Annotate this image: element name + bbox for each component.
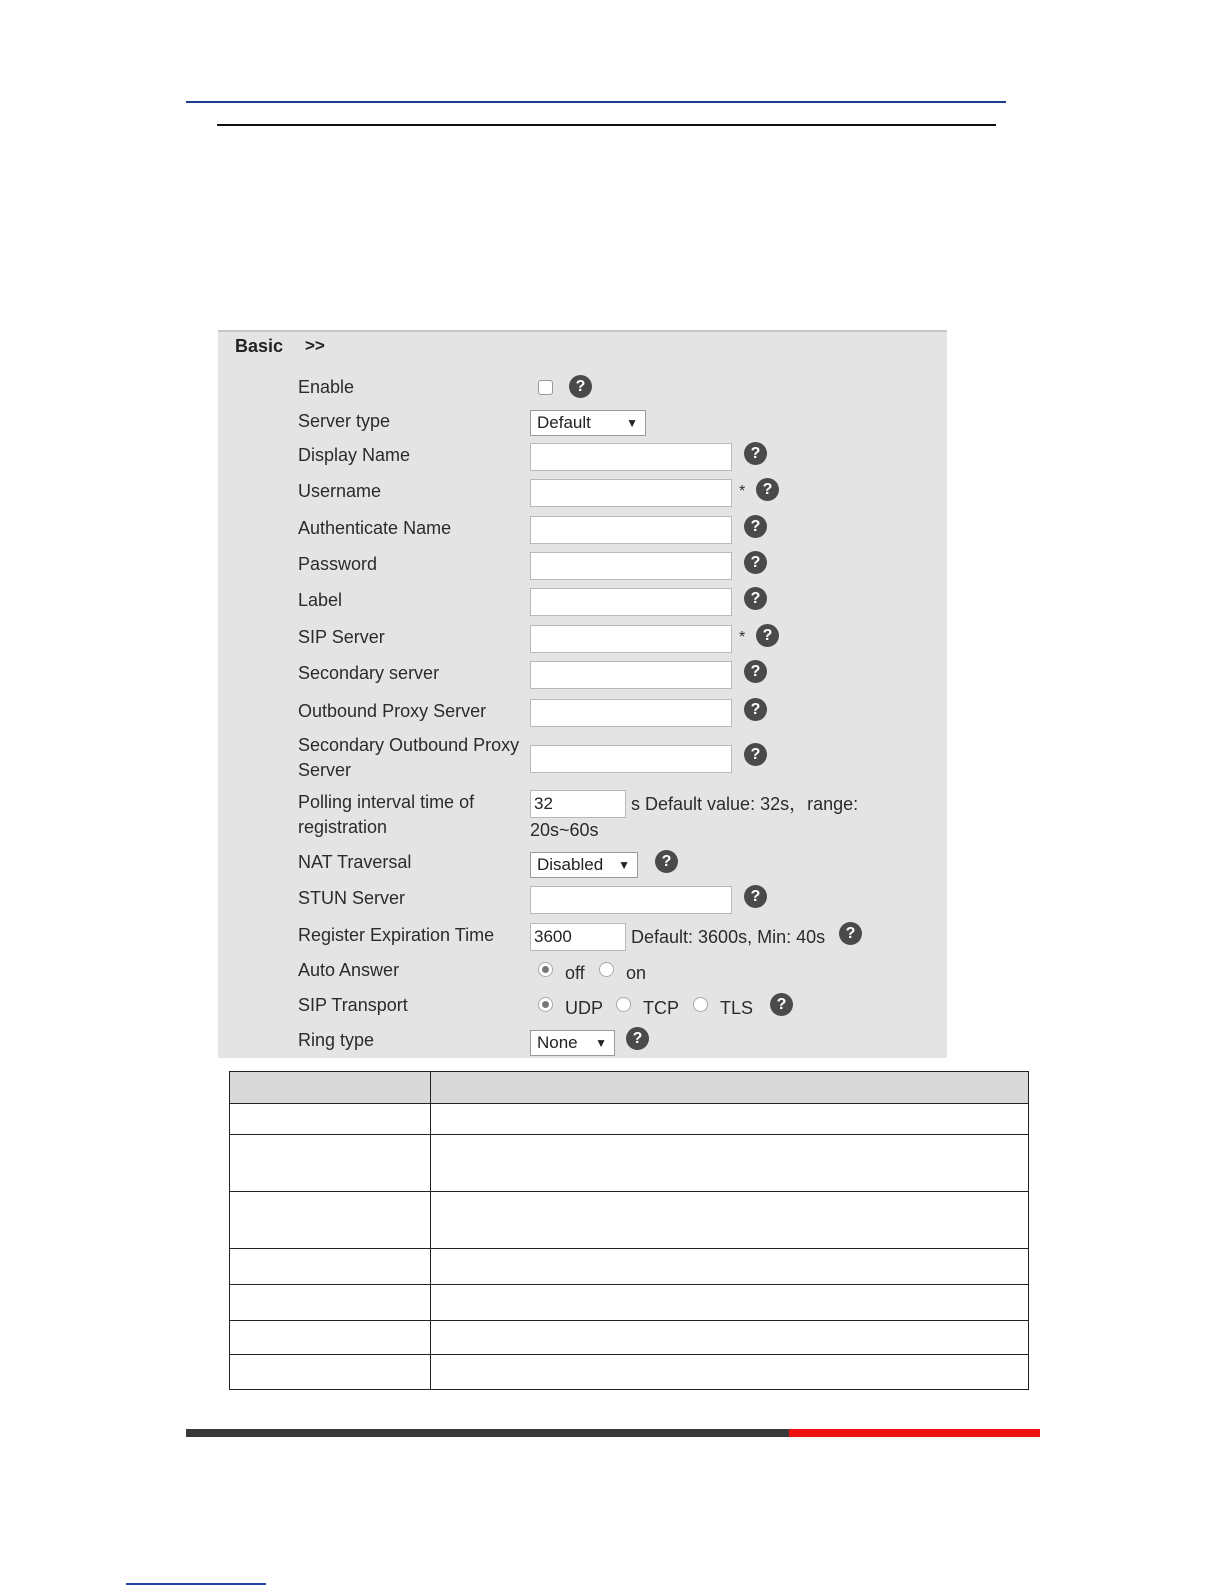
parameter-table bbox=[229, 1071, 1029, 1390]
required-marker: * bbox=[739, 483, 746, 500]
password-field[interactable] bbox=[530, 552, 732, 580]
chevron-down-icon: ▼ bbox=[595, 1036, 607, 1050]
table-cell bbox=[230, 1285, 431, 1321]
help-icon[interactable]: ? bbox=[744, 442, 767, 465]
server-type-select[interactable] bbox=[530, 410, 646, 436]
table-cell bbox=[230, 1321, 431, 1355]
enable-checkbox[interactable] bbox=[538, 380, 553, 395]
table-row bbox=[230, 1135, 1029, 1192]
sip-transport-tls-radio[interactable] bbox=[693, 997, 708, 1012]
table-cell bbox=[431, 1135, 1029, 1192]
register-expiration-field[interactable]: 3600 bbox=[530, 923, 626, 951]
outbound-proxy-field[interactable] bbox=[530, 699, 732, 727]
header-rule-black bbox=[217, 124, 996, 126]
required-marker: * bbox=[739, 629, 746, 646]
table-row bbox=[230, 1104, 1029, 1135]
username-field[interactable] bbox=[530, 479, 732, 507]
stun-server-field[interactable] bbox=[530, 886, 732, 914]
register-expiration-hint: Default: 3600s, Min: 40s bbox=[631, 927, 826, 947]
auto-answer-on-label: on bbox=[626, 963, 647, 983]
polling-interval-field[interactable]: 32 bbox=[530, 790, 626, 818]
polling-interval-hint: s Default value: 32s，range: bbox=[631, 794, 859, 814]
sip-transport-udp-radio[interactable] bbox=[538, 997, 553, 1012]
label-field[interactable] bbox=[530, 588, 732, 616]
password-label: Password bbox=[298, 554, 378, 574]
table-cell bbox=[230, 1192, 431, 1249]
header-rule-blue bbox=[186, 101, 1006, 103]
secondary-outbound-proxy-field[interactable] bbox=[530, 745, 732, 773]
help-icon[interactable]: ? bbox=[744, 587, 767, 610]
table-cell bbox=[230, 1355, 431, 1390]
table-cell bbox=[431, 1355, 1029, 1390]
panel-expand-arrow[interactable]: >> bbox=[305, 336, 325, 355]
label-line: Server bbox=[298, 760, 352, 780]
username-label: Username bbox=[298, 481, 382, 501]
table-cell bbox=[431, 1104, 1029, 1135]
sip-transport-tcp-label: TCP bbox=[643, 998, 679, 1018]
nat-traversal-value: Disabled bbox=[537, 855, 604, 874]
ring-type-label: Ring type bbox=[298, 1030, 375, 1050]
table-cell bbox=[431, 1249, 1029, 1285]
table-cell bbox=[230, 1249, 431, 1285]
sip-transport-tcp-radio[interactable] bbox=[616, 997, 631, 1012]
label-line: Polling interval time of bbox=[298, 792, 475, 812]
table-row bbox=[230, 1355, 1029, 1390]
table-header-row bbox=[230, 1072, 1029, 1104]
help-icon[interactable]: ? bbox=[626, 1027, 649, 1050]
secondary-server-label: Secondary server bbox=[298, 663, 440, 683]
sip-transport-udp-label: UDP bbox=[565, 998, 604, 1018]
outbound-proxy-label: Outbound Proxy Server bbox=[298, 701, 487, 721]
sip-transport-tls-label: TLS bbox=[720, 998, 754, 1018]
chevron-down-icon: ▼ bbox=[626, 416, 638, 430]
help-icon[interactable]: ? bbox=[655, 850, 678, 873]
label-label: Label bbox=[298, 590, 343, 610]
server-type-label: Server type bbox=[298, 411, 391, 431]
authenticate-name-label: Authenticate Name bbox=[298, 518, 452, 538]
help-icon[interactable]: ? bbox=[569, 375, 592, 398]
footer-bar-red bbox=[789, 1429, 1040, 1437]
auto-answer-label: Auto Answer bbox=[298, 960, 400, 980]
sip-server-label: SIP Server bbox=[298, 627, 385, 647]
help-icon[interactable]: ? bbox=[744, 885, 767, 908]
display-name-field[interactable] bbox=[530, 443, 732, 471]
table-row bbox=[230, 1192, 1029, 1249]
auto-answer-off-radio[interactable] bbox=[538, 962, 553, 977]
register-expiration-label: Register Expiration Time bbox=[298, 925, 495, 945]
help-icon[interactable]: ? bbox=[744, 743, 767, 766]
sip-transport-label: SIP Transport bbox=[298, 995, 408, 1015]
help-icon[interactable]: ? bbox=[770, 993, 793, 1016]
table-header-cell bbox=[230, 1072, 431, 1104]
server-type-value: Default bbox=[537, 413, 591, 432]
footer-bar-dark bbox=[186, 1429, 789, 1437]
table-cell bbox=[230, 1135, 431, 1192]
help-icon[interactable]: ? bbox=[744, 515, 767, 538]
help-icon[interactable]: ? bbox=[744, 660, 767, 683]
basic-settings-panel bbox=[218, 330, 947, 1058]
polling-interval-label bbox=[298, 790, 474, 840]
help-icon[interactable]: ? bbox=[744, 698, 767, 721]
label-line: Secondary Outbound Proxy bbox=[298, 735, 520, 755]
table-cell bbox=[431, 1321, 1029, 1355]
table-row bbox=[230, 1321, 1029, 1355]
polling-interval-range: 20s~60s bbox=[530, 820, 599, 840]
help-icon[interactable]: ? bbox=[839, 922, 862, 945]
secondary-outbound-proxy-label bbox=[298, 733, 519, 783]
secondary-server-field[interactable] bbox=[530, 661, 732, 689]
table-header-cell bbox=[431, 1072, 1029, 1104]
stun-server-label: STUN Server bbox=[298, 888, 406, 908]
nat-traversal-label: NAT Traversal bbox=[298, 852, 412, 872]
table-cell bbox=[431, 1285, 1029, 1321]
auto-answer-on-radio[interactable] bbox=[599, 962, 614, 977]
nat-traversal-select[interactable] bbox=[530, 852, 638, 878]
table-row bbox=[230, 1249, 1029, 1285]
ring-type-select[interactable] bbox=[530, 1030, 615, 1056]
table-cell bbox=[230, 1104, 431, 1135]
panel-title: Basic bbox=[235, 336, 284, 356]
table-row bbox=[230, 1285, 1029, 1321]
display-name-label: Display Name bbox=[298, 445, 411, 465]
enable-label: Enable bbox=[298, 377, 355, 397]
chevron-down-icon: ▼ bbox=[618, 858, 630, 872]
sip-server-field[interactable] bbox=[530, 625, 732, 653]
auto-answer-off-label: off bbox=[565, 963, 585, 983]
ring-type-value: None bbox=[537, 1033, 578, 1052]
help-icon[interactable]: ? bbox=[756, 624, 779, 647]
help-icon[interactable]: ? bbox=[756, 478, 779, 501]
authenticate-name-field[interactable] bbox=[530, 516, 732, 544]
help-icon[interactable]: ? bbox=[744, 551, 767, 574]
label-line: registration bbox=[298, 817, 388, 837]
table-cell bbox=[431, 1192, 1029, 1249]
